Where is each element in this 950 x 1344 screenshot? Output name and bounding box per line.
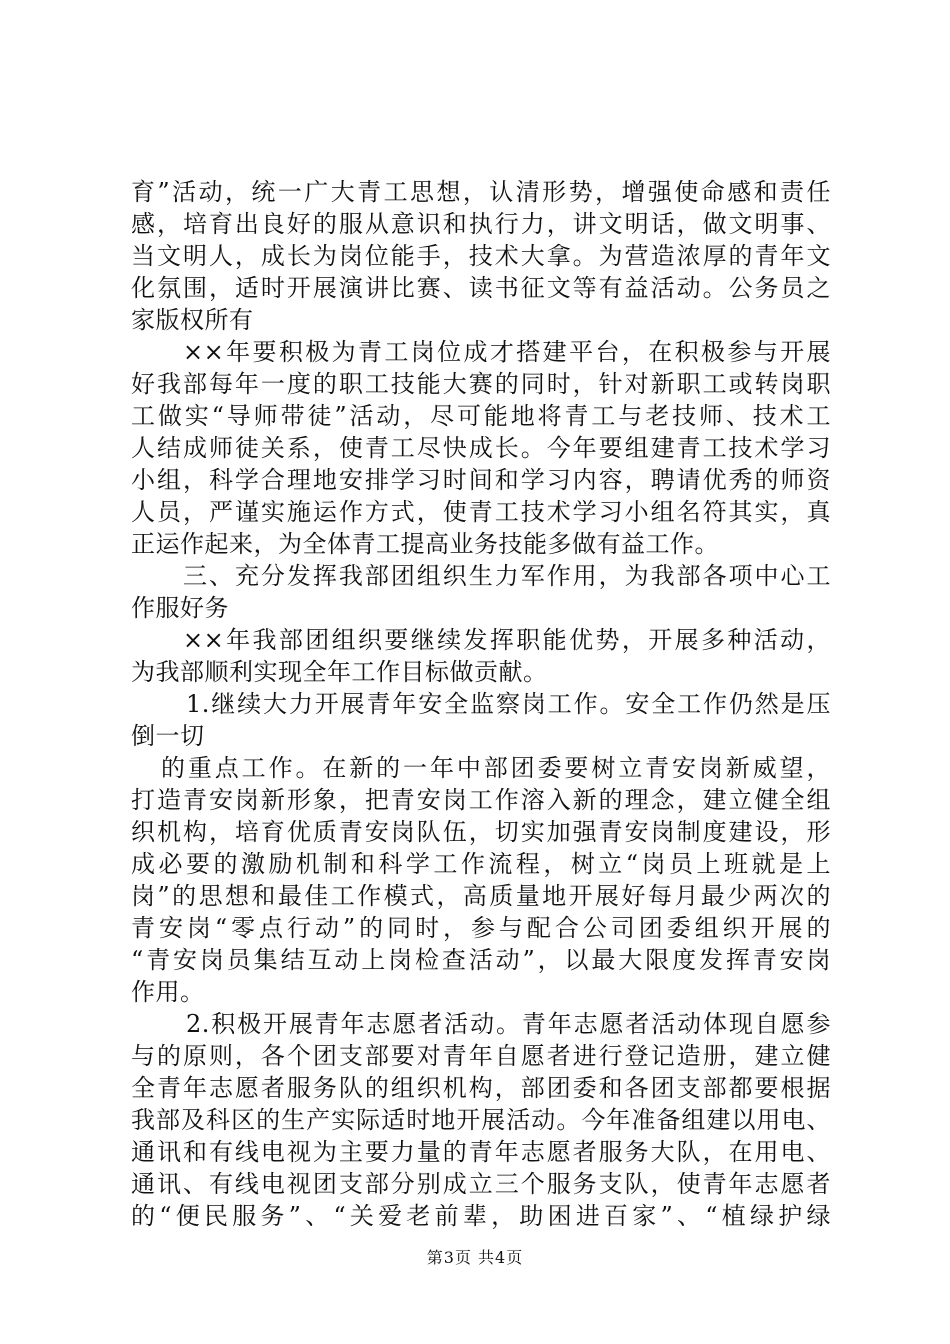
text-line: 岗”的思想和最佳工作模式，高质量地开展好每月最少两次的 <box>131 882 831 910</box>
body-text <box>131 176 831 1232</box>
text-line: 我部及科区的生产实际适时地开展活动。今年准备组建以用电、 <box>131 1106 831 1134</box>
text-line: “青安岗员集结互动上岗检查活动”，以最大限度发挥青安岗 <box>131 946 831 974</box>
text-line: ××年要积极为青工岗位成才搭建平台，在积极参与开展 <box>183 338 831 366</box>
text-line: 的重点工作。在新的一年中部团委要树立青安岗新威望， <box>161 754 831 782</box>
text-line: 通讯、有线电视团支部分别成立三个服务支队，使青年志愿者 <box>131 1170 831 1198</box>
text-line: 正运作起来，为全体青工提高业务技能多做有益工作。 <box>131 530 719 558</box>
text-line: 与的原则，各个团支部要对青年自愿者进行登记造册，建立健 <box>131 1042 831 1070</box>
numbered-item: 1.继续大力开展青年安全监察岗工作。安全工作仍然是压 <box>186 690 831 718</box>
text-line: 当文明人，成长为岗位能手，技术大拿。为营造浓厚的青年文 <box>131 242 831 270</box>
text-line: 通讯和有线电视为主要力量的青年志愿者服务大队，在用电、 <box>131 1138 831 1166</box>
text-line: ××年我部团组织要继续发挥职能优势，开展多种活动， <box>183 626 831 654</box>
text-line: 的“便民服务”、“关爱老前辈，助困进百家”、“植绿护绿 <box>131 1202 831 1230</box>
text-line: 育”活动，统一广大青工思想，认清形势，增强使命感和责任 <box>131 178 831 206</box>
text-line: 倒一切 <box>131 722 205 750</box>
text-line: 工做实“导师带徒”活动，尽可能地将青工与老技师、技术工 <box>131 402 831 430</box>
text-line: 打造青安岗新形象，把青安岗工作溶入新的理念，建立健全组 <box>131 786 831 814</box>
text-line: 成必要的激励机制和科学工作流程，树立“岗员上班就是上 <box>131 850 831 878</box>
text-line: 人员，严谨实施运作方式，使青工技术学习小组名符其实，真 <box>131 498 831 526</box>
page-footer: 第3页 共4页 <box>426 1248 524 1267</box>
text-line: 好我部每年一度的职工技能大赛的同时，针对新职工或转岗职 <box>131 370 831 398</box>
text-line: 为我部顺利实现全年工作目标做贡献。 <box>131 658 548 686</box>
text-line: 织机构，培育优质青安岗队伍，切实加强青安岗制度建设，形 <box>131 818 831 846</box>
text-line: 感，培育出良好的服从意识和执行力，讲文明话，做文明事、 <box>131 210 831 238</box>
text-line: 全青年志愿者服务队的组织机构，部团委和各团支部都要根据 <box>131 1074 831 1102</box>
text-line: 青安岗“零点行动”的同时，参与配合公司团委组织开展的 <box>131 914 831 942</box>
section-heading: 作服好务 <box>131 594 229 622</box>
text-line: 化氛围，适时开展演讲比赛、读书征文等有益活动。公务员之 <box>131 274 831 302</box>
text-line: 人结成师徒关系，使青工尽快成长。今年要组建青工技术学习 <box>131 434 831 462</box>
text-line: 家版权所有 <box>131 306 254 334</box>
text-line: 作用。 <box>131 978 205 1006</box>
numbered-item: 2.积极开展青年志愿者活动。青年志愿者活动体现自愿参 <box>186 1010 831 1038</box>
section-heading: 三、充分发挥我部团组织生力军作用，为我部各项中心工 <box>183 562 831 590</box>
text-line: 小组，科学合理地安排学习时间和学习内容，聘请优秀的师资 <box>131 466 831 494</box>
